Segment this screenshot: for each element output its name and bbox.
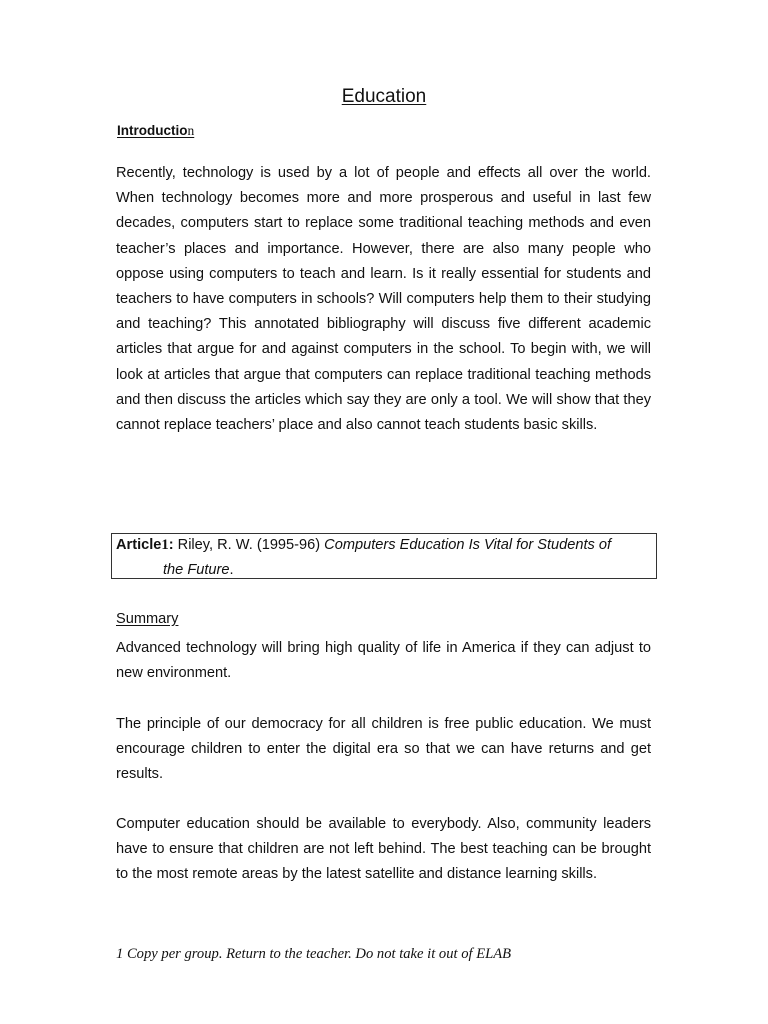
article-label: Article <box>116 537 162 553</box>
footer-note: 1 Copy per group. Return to the teacher. Do not take it out of ELAB <box>116 946 512 962</box>
summary-paragraph: Computer education should be available to everybody. Also, community leaders have to ensure that children are not left behind. The best teaching can be brought to the most remote areas by the latest satellite and distance learning skills. <box>116 816 651 883</box>
article-colon: : <box>168 537 174 553</box>
article-number: 1 <box>161 537 169 553</box>
summary-paragraph: Advanced technology will bring high quality of life in America if they can adjust to new environment. <box>116 640 651 682</box>
summary-heading: Summary <box>116 611 179 627</box>
introduction-heading <box>117 123 194 139</box>
article-title-line-2: the Future <box>163 562 230 578</box>
introduction-heading-last-letter: n <box>187 123 195 138</box>
article-citation: Riley, R. W. (1995-96) <box>173 537 325 553</box>
summary-paragraph: The principle of our democracy for all children is free public education. We must encourage children to enter the digital era so that we can have returns and get results. <box>116 716 651 783</box>
article-citation-line-1 <box>116 533 611 558</box>
article-citation-line-2 <box>163 558 234 583</box>
introduction-heading-text: Introductio <box>117 123 188 138</box>
article-title-end: . <box>229 562 234 578</box>
document-title: Education <box>341 86 427 107</box>
article-title-line-1: Computers Education Is Vital for Students of <box>324 537 612 553</box>
introduction-paragraph: Recently, technology is used by a lot of people and effects all over the world. When technology becomes more and more prosperous and useful in last few decades, computers start to replace some traditional teaching methods and even teacher’s places and importance. However, there are also many people who oppose using computers to teach and learn. Is it really essential for students and teachers to have computers in schools? Will computers help them to their studying and teaching? This annotated bibliography will discuss five different academic articles that argue for and against computers in the school. To begin with, we will look at articles that argue that computers can replace traditional teaching methods and then discuss the articles which say they are only a tool. We will show that they cannot replace teachers’ place and also cannot teach students basic skills. <box>116 165 651 434</box>
article-citation-box <box>111 533 657 579</box>
